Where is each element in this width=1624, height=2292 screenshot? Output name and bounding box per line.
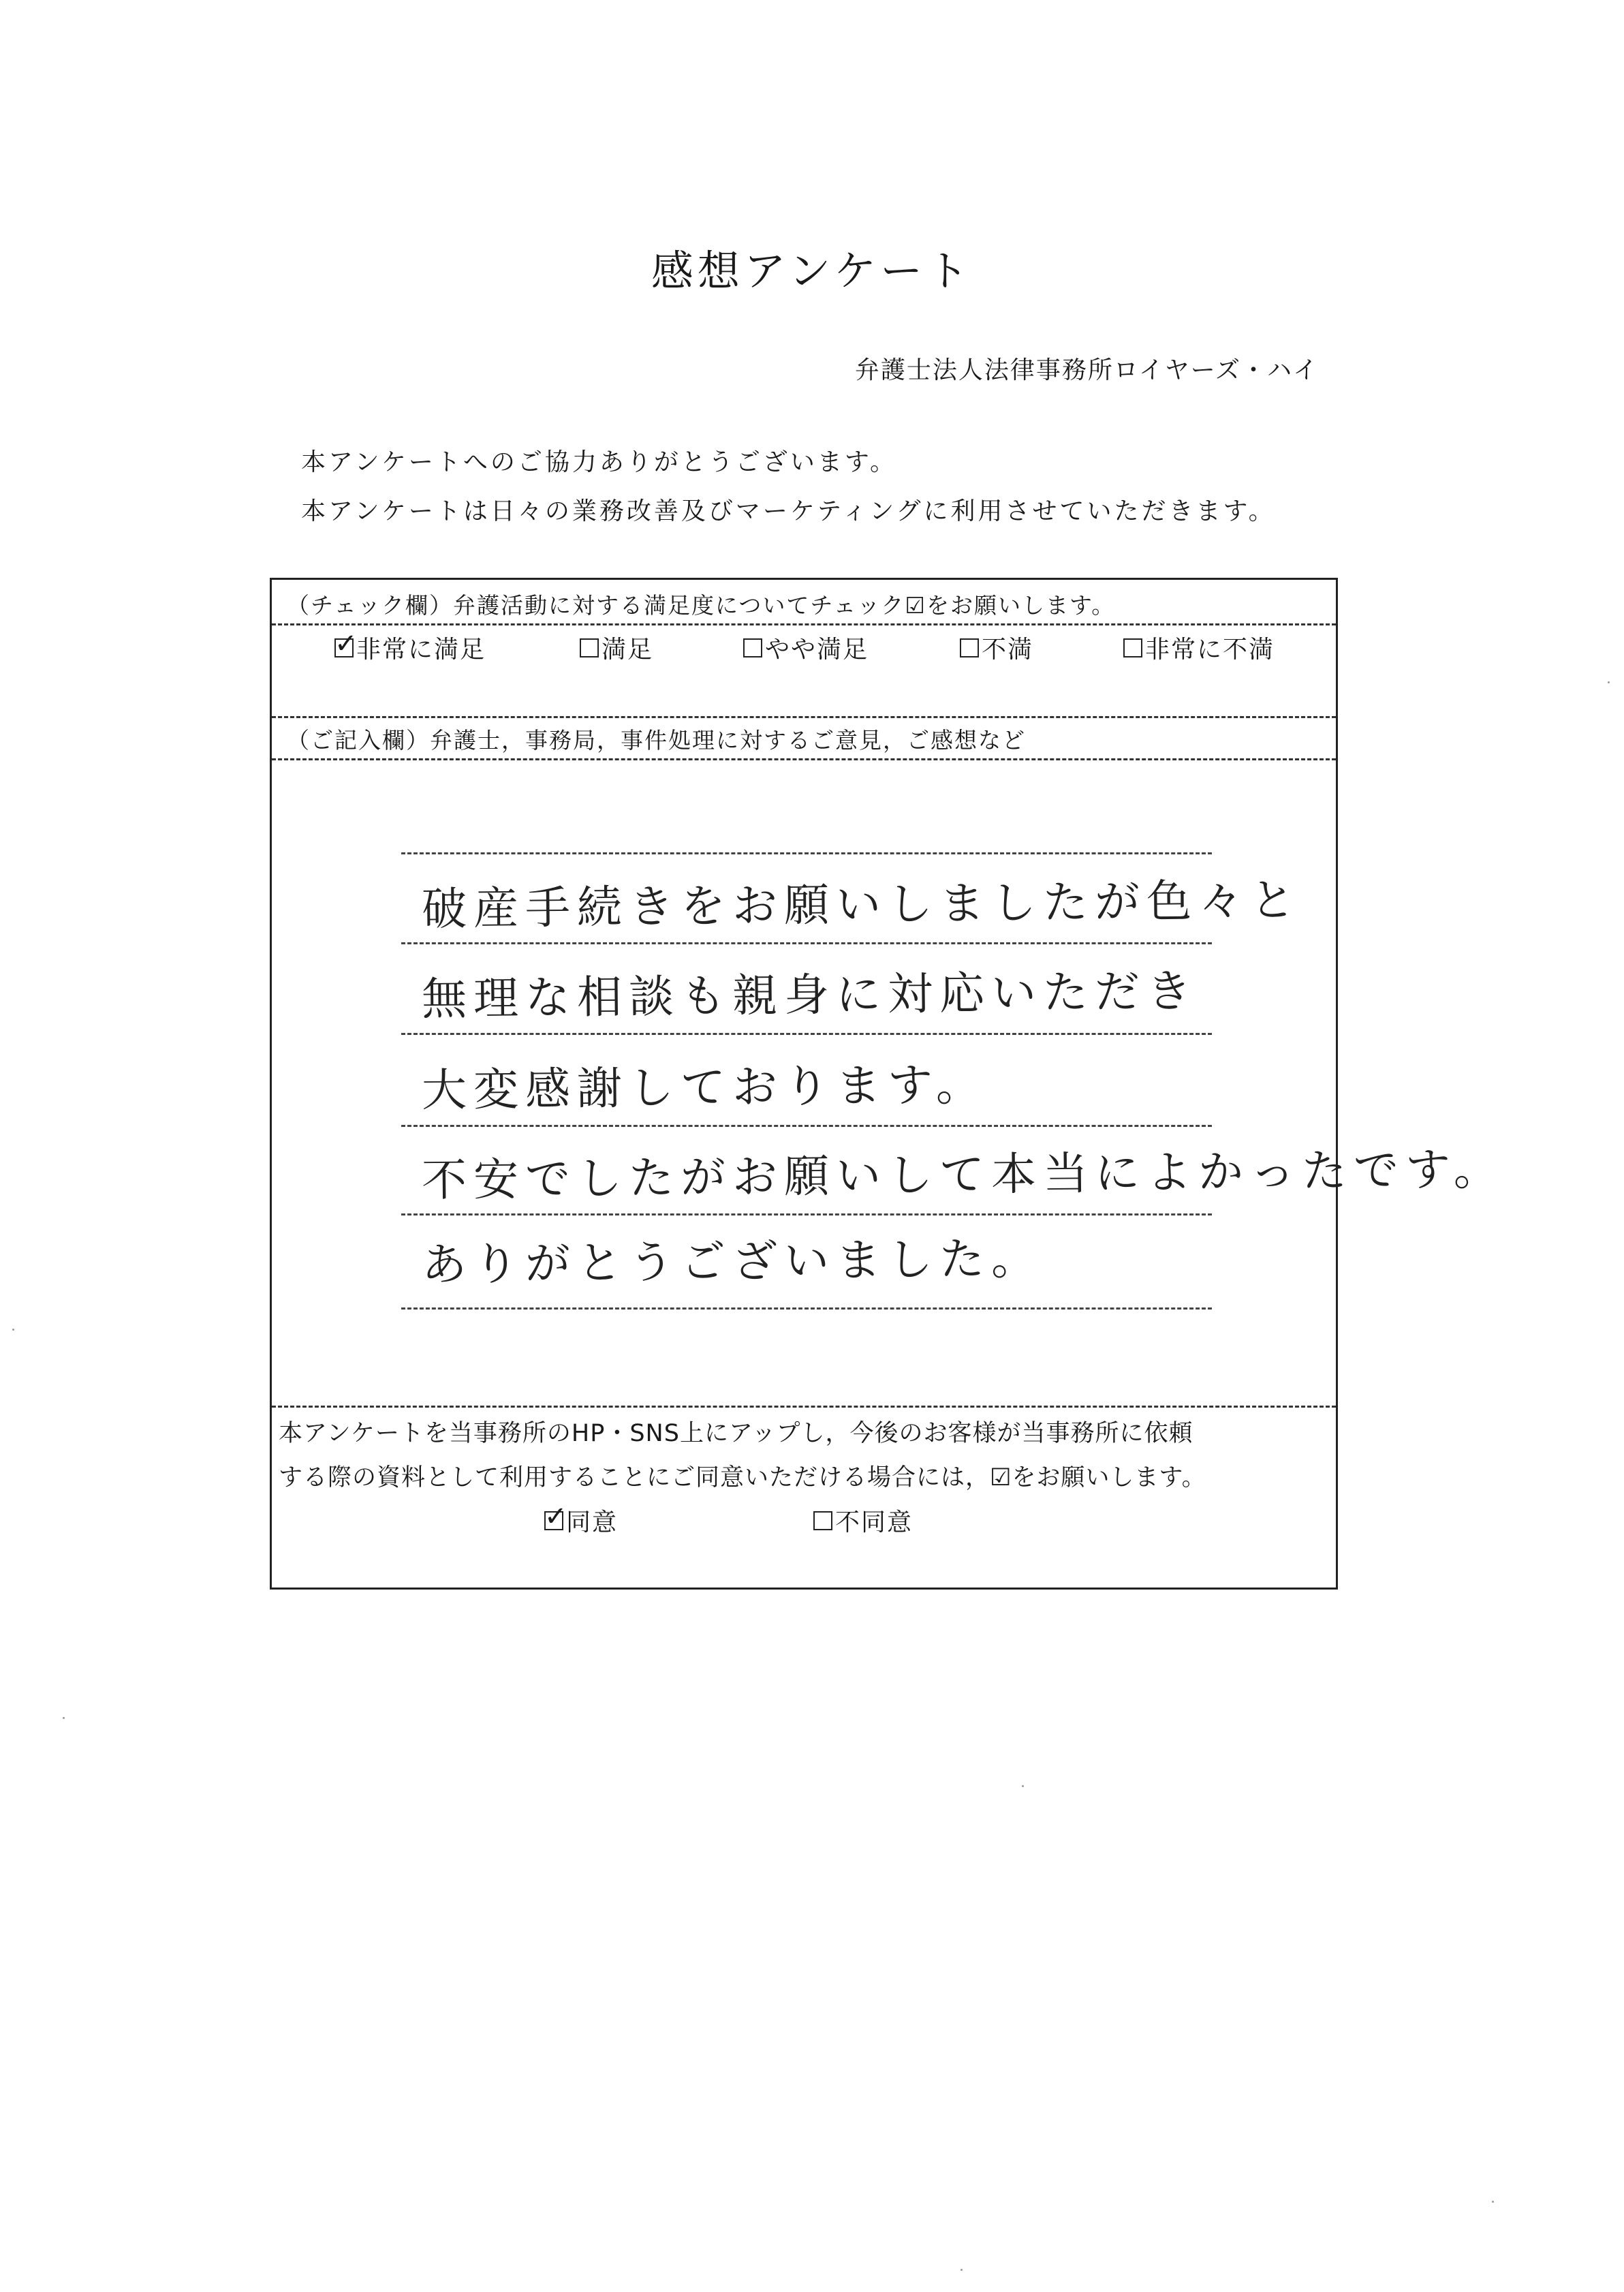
option-very-satisfied[interactable]: ✓ 非常に満足 <box>334 628 486 664</box>
checkbox-satisfied[interactable] <box>580 638 599 657</box>
check-mark-icon: ✓ <box>544 1500 569 1532</box>
divider <box>272 758 1336 760</box>
handwritten-line-1: 破産手続きをお願いしましたが色々と <box>421 873 1302 935</box>
checkbox-agree[interactable] <box>544 1500 569 1532</box>
checkbox-very-satisfied[interactable] <box>334 628 359 660</box>
comment-section-header: （ご記入欄）弁護士，事務局，事件処理に対するご意見，ご感想など <box>287 727 1026 754</box>
option-disagree[interactable]: 不同意 <box>813 1503 913 1538</box>
divider <box>272 1406 1336 1408</box>
checkbox-very-dissatisfied[interactable] <box>1123 638 1142 657</box>
ruled-line <box>401 852 1212 854</box>
scan-speck <box>1492 2201 1494 2203</box>
option-agree[interactable]: ✓ 同意 <box>544 1500 619 1536</box>
option-satisfied[interactable]: 満足 <box>580 630 653 665</box>
ruled-line <box>401 1033 1212 1035</box>
scan-speck <box>1022 1785 1024 1787</box>
checkbox-somewhat-satisfied[interactable] <box>743 638 762 657</box>
handwritten-line-3: 大変感謝しております。 <box>421 1058 988 1117</box>
handwritten-line-4: 不安でしたがお願いして本当によかったです。 <box>421 1143 1506 1207</box>
check-section-header: （チェック欄）弁護活動に対する満足度についてチェック☑をお願いします。 <box>287 592 1116 619</box>
ruled-line <box>401 1213 1212 1215</box>
survey-form <box>270 578 1506 1590</box>
scan-speck <box>63 1717 65 1719</box>
option-somewhat-satisfied[interactable]: やや満足 <box>743 630 869 665</box>
checkbox-disagree[interactable] <box>813 1511 832 1530</box>
comment-writing-area[interactable] <box>401 852 1506 1291</box>
divider <box>272 623 1336 625</box>
checkbox-dissatisfied[interactable] <box>960 638 979 657</box>
consent-text-line-2: する際の資料として利用することにご同意いただける場合には，☑をお願いします。 <box>279 1464 1206 1491</box>
handwritten-line-2: 無理な相談も親身に対応いただき <box>421 965 1199 1025</box>
page-title: 感想アンケート <box>651 246 973 296</box>
ruled-line <box>401 1307 1212 1310</box>
check-mark-icon: ✓ <box>334 628 359 660</box>
intro-line-2: 本アンケートは日々の業務改善及びマーケティングに利用させていただきます。 <box>301 497 1276 525</box>
ruled-line <box>401 1125 1212 1127</box>
option-dissatisfied[interactable]: 不満 <box>960 630 1033 665</box>
handwritten-line-5: ありがとうございました。 <box>421 1232 1044 1291</box>
scan-speck <box>961 2269 963 2271</box>
divider <box>272 716 1336 718</box>
ruled-line <box>401 942 1212 944</box>
intro-line-1: 本アンケートへのご協力ありがとうございます。 <box>301 448 897 476</box>
scan-speck <box>12 1329 14 1331</box>
consent-text-line-1: 本アンケートを当事務所のHP・SNS上にアップし，今後のお客様が当事務所に依頼 <box>279 1420 1193 1447</box>
scan-speck <box>1608 681 1610 683</box>
satisfaction-options <box>272 628 1336 715</box>
option-very-dissatisfied[interactable]: 非常に不満 <box>1123 630 1275 665</box>
firm-name: 弁護士法人法律事務所ロイヤーズ・ハイ <box>854 356 1319 384</box>
